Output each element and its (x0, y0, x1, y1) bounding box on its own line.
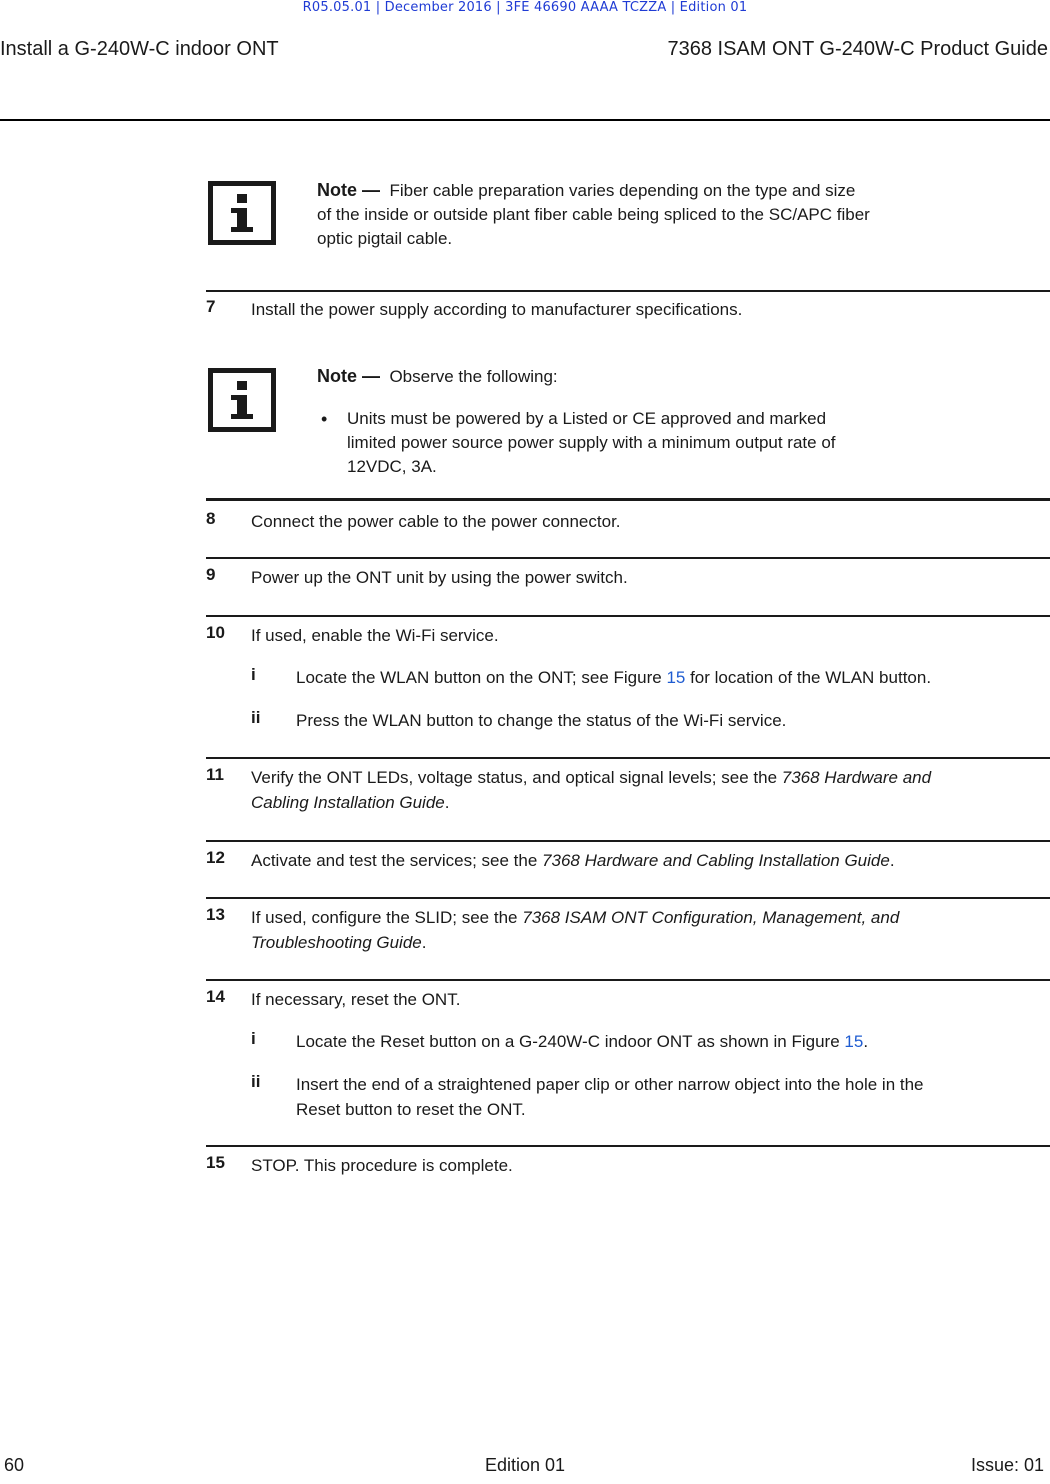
substep-number: i (251, 665, 256, 684)
step-text: STOP. This procedure is complete. (251, 1156, 513, 1175)
note-text: optic pigtail cable. (317, 229, 453, 248)
step-text: Connect the power cable to the power connector. (251, 512, 621, 531)
note-text: Fiber cable preparation varies depending on the type and size (389, 181, 856, 200)
substep-number: ii (251, 708, 261, 727)
substep-text: Insert the end of a straightened paper clip or other narrow object into the hole in the (296, 1075, 924, 1094)
bullet-text: limited power source power supply with a minimum output rate of (347, 433, 836, 452)
step-number: 12 (206, 848, 225, 867)
step-text: . (421, 933, 427, 952)
header-section-title: Install a G-240W-C indoor ONT (0, 38, 279, 60)
header-guide-title: 7368 ISAM ONT G-240W-C Product Guide (667, 38, 1048, 60)
footer-issue: Issue: 01 (970, 1455, 1044, 1475)
step-text: Install the power supply according to manufacturer specifications. (251, 300, 743, 319)
step-text: . (444, 793, 450, 812)
step-text: If necessary, reset the ONT. (251, 990, 461, 1009)
step-text: If used, configure the SLID; see the (251, 908, 523, 927)
figure-link[interactable]: 15 (666, 668, 686, 687)
step-text: Activate and test the services; see the (251, 851, 543, 870)
substep-text: Locate the WLAN button on the ONT; see Figure (296, 668, 667, 687)
step-divider (206, 290, 1050, 292)
step-number: 10 (206, 623, 225, 642)
step-divider (206, 897, 1050, 899)
step-number: 14 (206, 987, 225, 1006)
substep-text: for location of the WLAN button. (685, 668, 932, 687)
bullet-text: Units must be powered by a Listed or CE approved and marked (347, 409, 827, 428)
step-divider (206, 979, 1050, 981)
footer-edition: Edition 01 (484, 1455, 566, 1475)
step-number: 15 (206, 1153, 225, 1172)
note-text: of the inside or outside plant fiber cable being spliced to the SC/APC fiber (317, 205, 870, 224)
page-number: 60 (4, 1455, 25, 1475)
figure-link[interactable]: 15 (844, 1032, 864, 1051)
note-label: Note — (317, 180, 380, 200)
substep-number: i (251, 1029, 256, 1048)
substep-number: ii (251, 1072, 261, 1091)
substep-text: Locate the Reset button on a G-240W-C indoor ONT as shown in Figure (296, 1032, 845, 1051)
guide-reference: Cabling Installation Guide (251, 793, 445, 812)
bullet-icon: • (321, 409, 328, 429)
step-text: . (889, 851, 895, 870)
header-divider (0, 119, 1050, 121)
step-number: 9 (206, 565, 216, 584)
substep-text: Press the WLAN button to change the status of the Wi-Fi service. (296, 711, 787, 730)
guide-reference: 7368 Hardware and (781, 768, 932, 787)
step-divider (206, 498, 1050, 501)
step-divider (206, 840, 1050, 842)
note-label: Note — (317, 366, 380, 386)
substep-text: . (863, 1032, 869, 1051)
step-number: 8 (206, 509, 216, 528)
step-text: Verify the ONT LEDs, voltage status, and optical signal levels; see the (251, 768, 782, 787)
step-text: Power up the ONT unit by using the power switch. (251, 568, 628, 587)
step-divider (206, 757, 1050, 759)
substep-text: Reset button to reset the ONT. (296, 1100, 526, 1119)
step-text: If used, enable the Wi-Fi service. (251, 626, 499, 645)
bullet-text: 12VDC, 3A. (347, 457, 437, 476)
step-number: 13 (206, 905, 225, 924)
step-number: 11 (206, 765, 224, 784)
guide-reference: Troubleshooting Guide (251, 933, 422, 952)
note-bullet-item (317, 407, 947, 479)
step-number: 7 (206, 297, 216, 316)
guide-reference: 7368 ISAM ONT Configuration, Management, and (522, 908, 900, 927)
guide-reference: 7368 Hardware and Cabling Installation Guide (542, 851, 890, 870)
info-icon (208, 368, 276, 432)
step-divider (206, 557, 1050, 559)
info-icon (208, 181, 276, 245)
document-banner: R05.05.01 | December 2016 | 3FE 46690 AAAA TCZZA | Edition 01 (302, 0, 748, 15)
step-divider (206, 615, 1050, 617)
step-divider (206, 1145, 1050, 1147)
note-text: Observe the following: (389, 367, 558, 386)
